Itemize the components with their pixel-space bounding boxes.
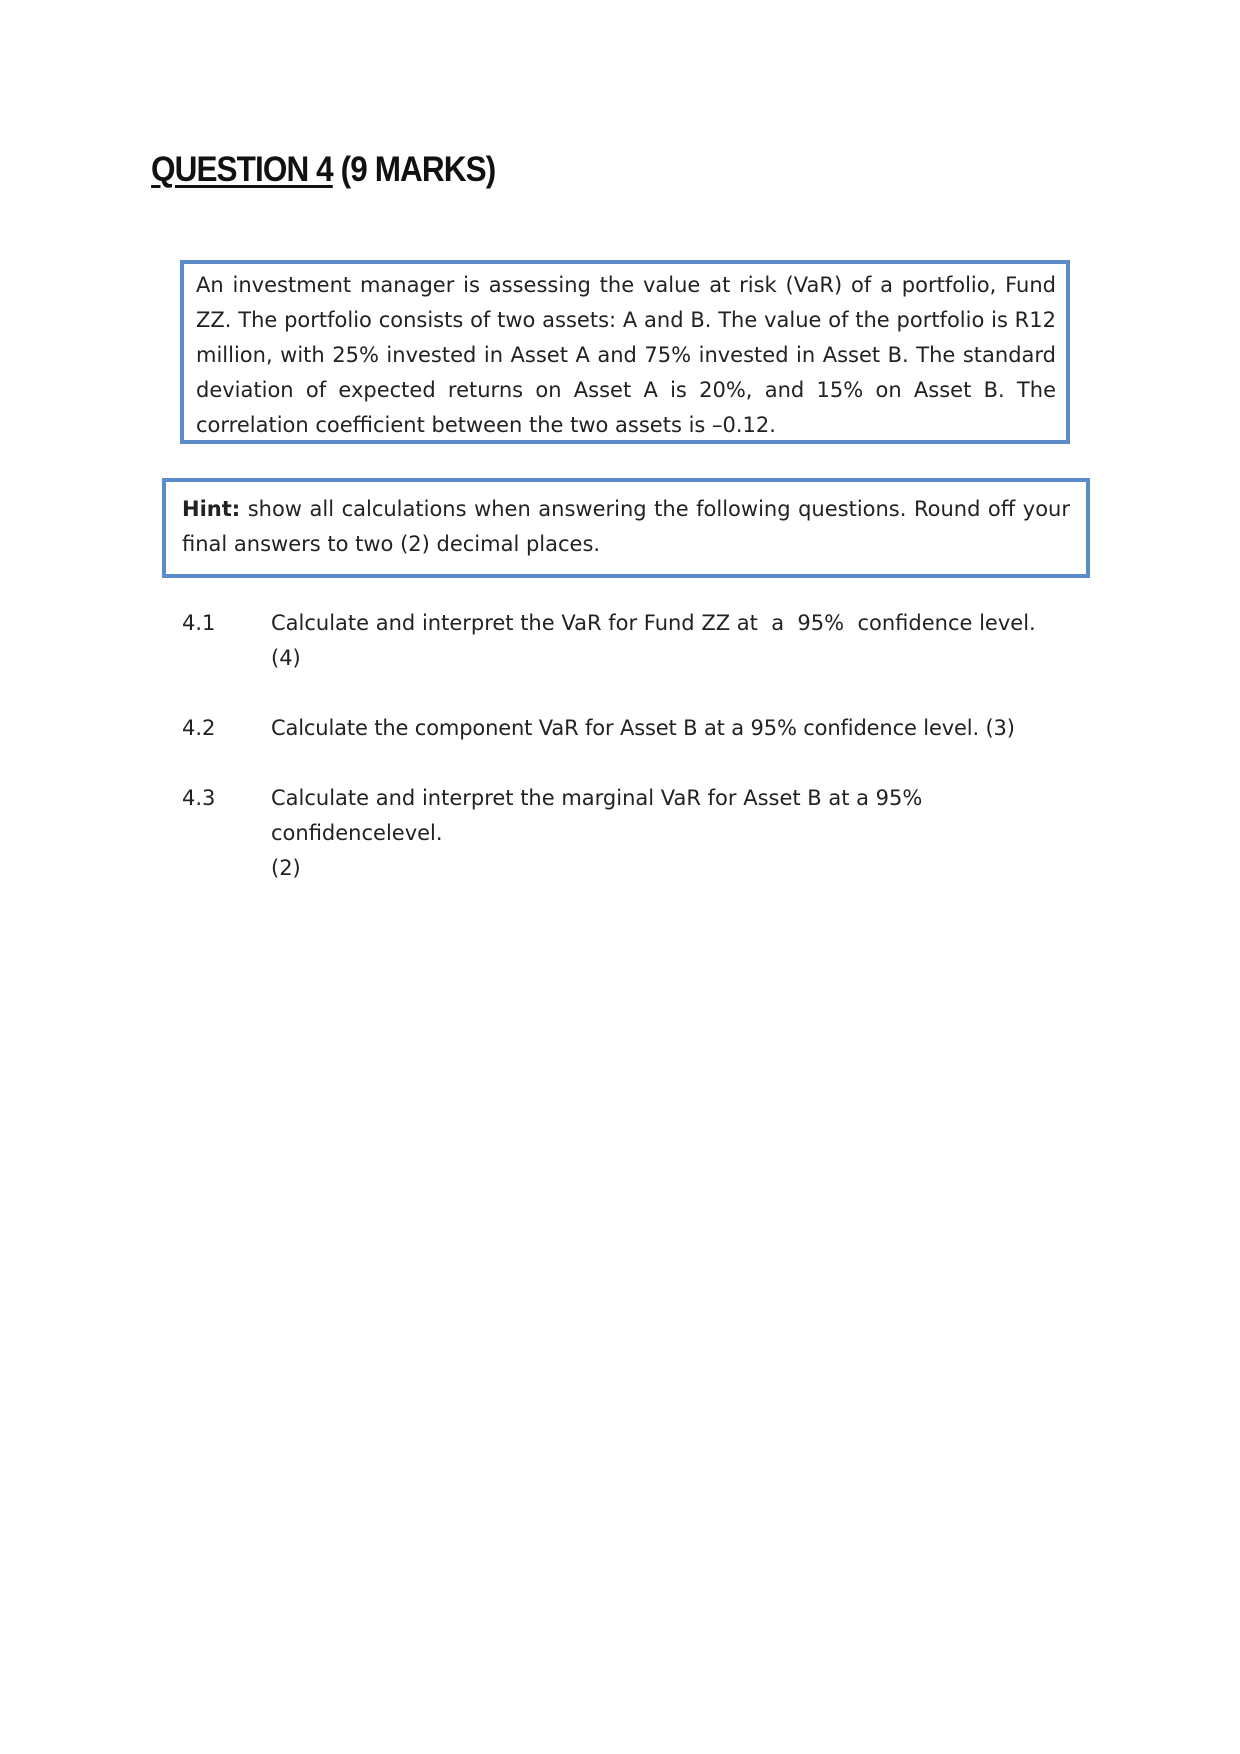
question-item-4-2	[182, 711, 1082, 746]
question-list	[182, 606, 1082, 921]
scenario-text: An investment manager is assessing the value at risk (VaR) of a portfolio, Fund ZZ. The portfolio consists of two assets: A and B. The value of the portfolio is R12 million, with 25% invested in Asset A and 75% invested in Asset B. The standard deviation of expected returns on Asset A is 20%, and 15% on Asset B. The correlation coefficient between the two assets is –0.12.	[196, 273, 1056, 437]
question-marks: (9 MARKS)	[340, 150, 496, 189]
hint-text: show all calculations when answering the following questions. Round off your final answers to two (2) decimal places.	[182, 497, 1070, 556]
question-text: Calculate the component VaR for Asset B at a 95% confidence level. (3)	[271, 716, 1015, 740]
question-marks: (2)	[271, 856, 301, 880]
question-text: Calculate and interpret the marginal VaR for Asset B at a 95% confidencelevel.	[271, 786, 923, 845]
question-number: 4.3	[182, 786, 216, 810]
scenario-box	[180, 260, 1070, 444]
question-heading	[151, 150, 495, 190]
question-label: QUESTION 4	[151, 150, 333, 189]
hint-label: Hint:	[182, 497, 241, 521]
question-marks: (4)	[271, 646, 301, 670]
hint-box	[162, 478, 1090, 578]
question-item-4-3	[182, 781, 1082, 886]
question-text: Calculate and interpret the VaR for Fund ZZ at a 95% confidence level.	[271, 611, 1036, 635]
question-item-4-1	[182, 606, 1082, 676]
question-number: 4.2	[182, 716, 216, 740]
question-number: 4.1	[182, 611, 216, 635]
